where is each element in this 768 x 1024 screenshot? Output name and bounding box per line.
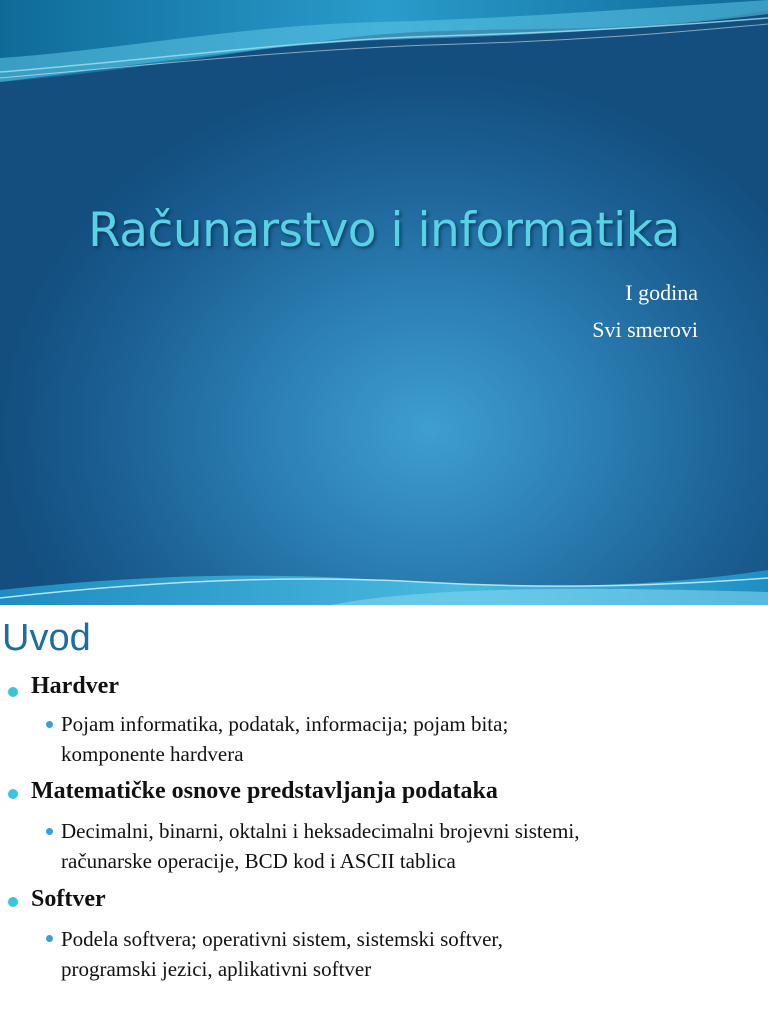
sub-bullet-icon xyxy=(46,935,53,942)
section-heading-softver: Softver xyxy=(31,886,106,912)
slide-title: Računarstvo i informatika xyxy=(88,203,680,258)
section-detail-line: Decimalni, binarni, oktalni i heksadecimalni brojevni sistemi, xyxy=(61,819,580,843)
subtitle-courses: Svi smerovi xyxy=(592,317,698,342)
section-detail-line: računarske operacije, BCD kod i ASCII tablica xyxy=(61,849,456,873)
content-slide xyxy=(0,605,768,1024)
sub-bullet-icon xyxy=(46,721,53,728)
section-detail-line: Pojam informatika, podatak, informacija; pojam bita; xyxy=(61,712,509,736)
section-detail-line: Podela softvera; operativni sistem, sistemski softver, xyxy=(61,927,503,951)
sub-bullet-icon xyxy=(46,828,53,835)
section-detail-line: programski jezici, aplikativni softver xyxy=(61,957,372,981)
subtitle-year: I godina xyxy=(625,280,698,305)
bullet-icon xyxy=(8,897,18,907)
bullet-icon xyxy=(8,687,18,697)
section-heading-hardver: Hardver xyxy=(31,673,119,699)
section-detail-line: komponente hardvera xyxy=(61,742,244,766)
section-heading-matematicke: Matematičke osnove predstavljanja podataka xyxy=(31,778,498,804)
content-slide-title: Uvod xyxy=(2,617,91,659)
bullet-icon xyxy=(8,789,18,799)
